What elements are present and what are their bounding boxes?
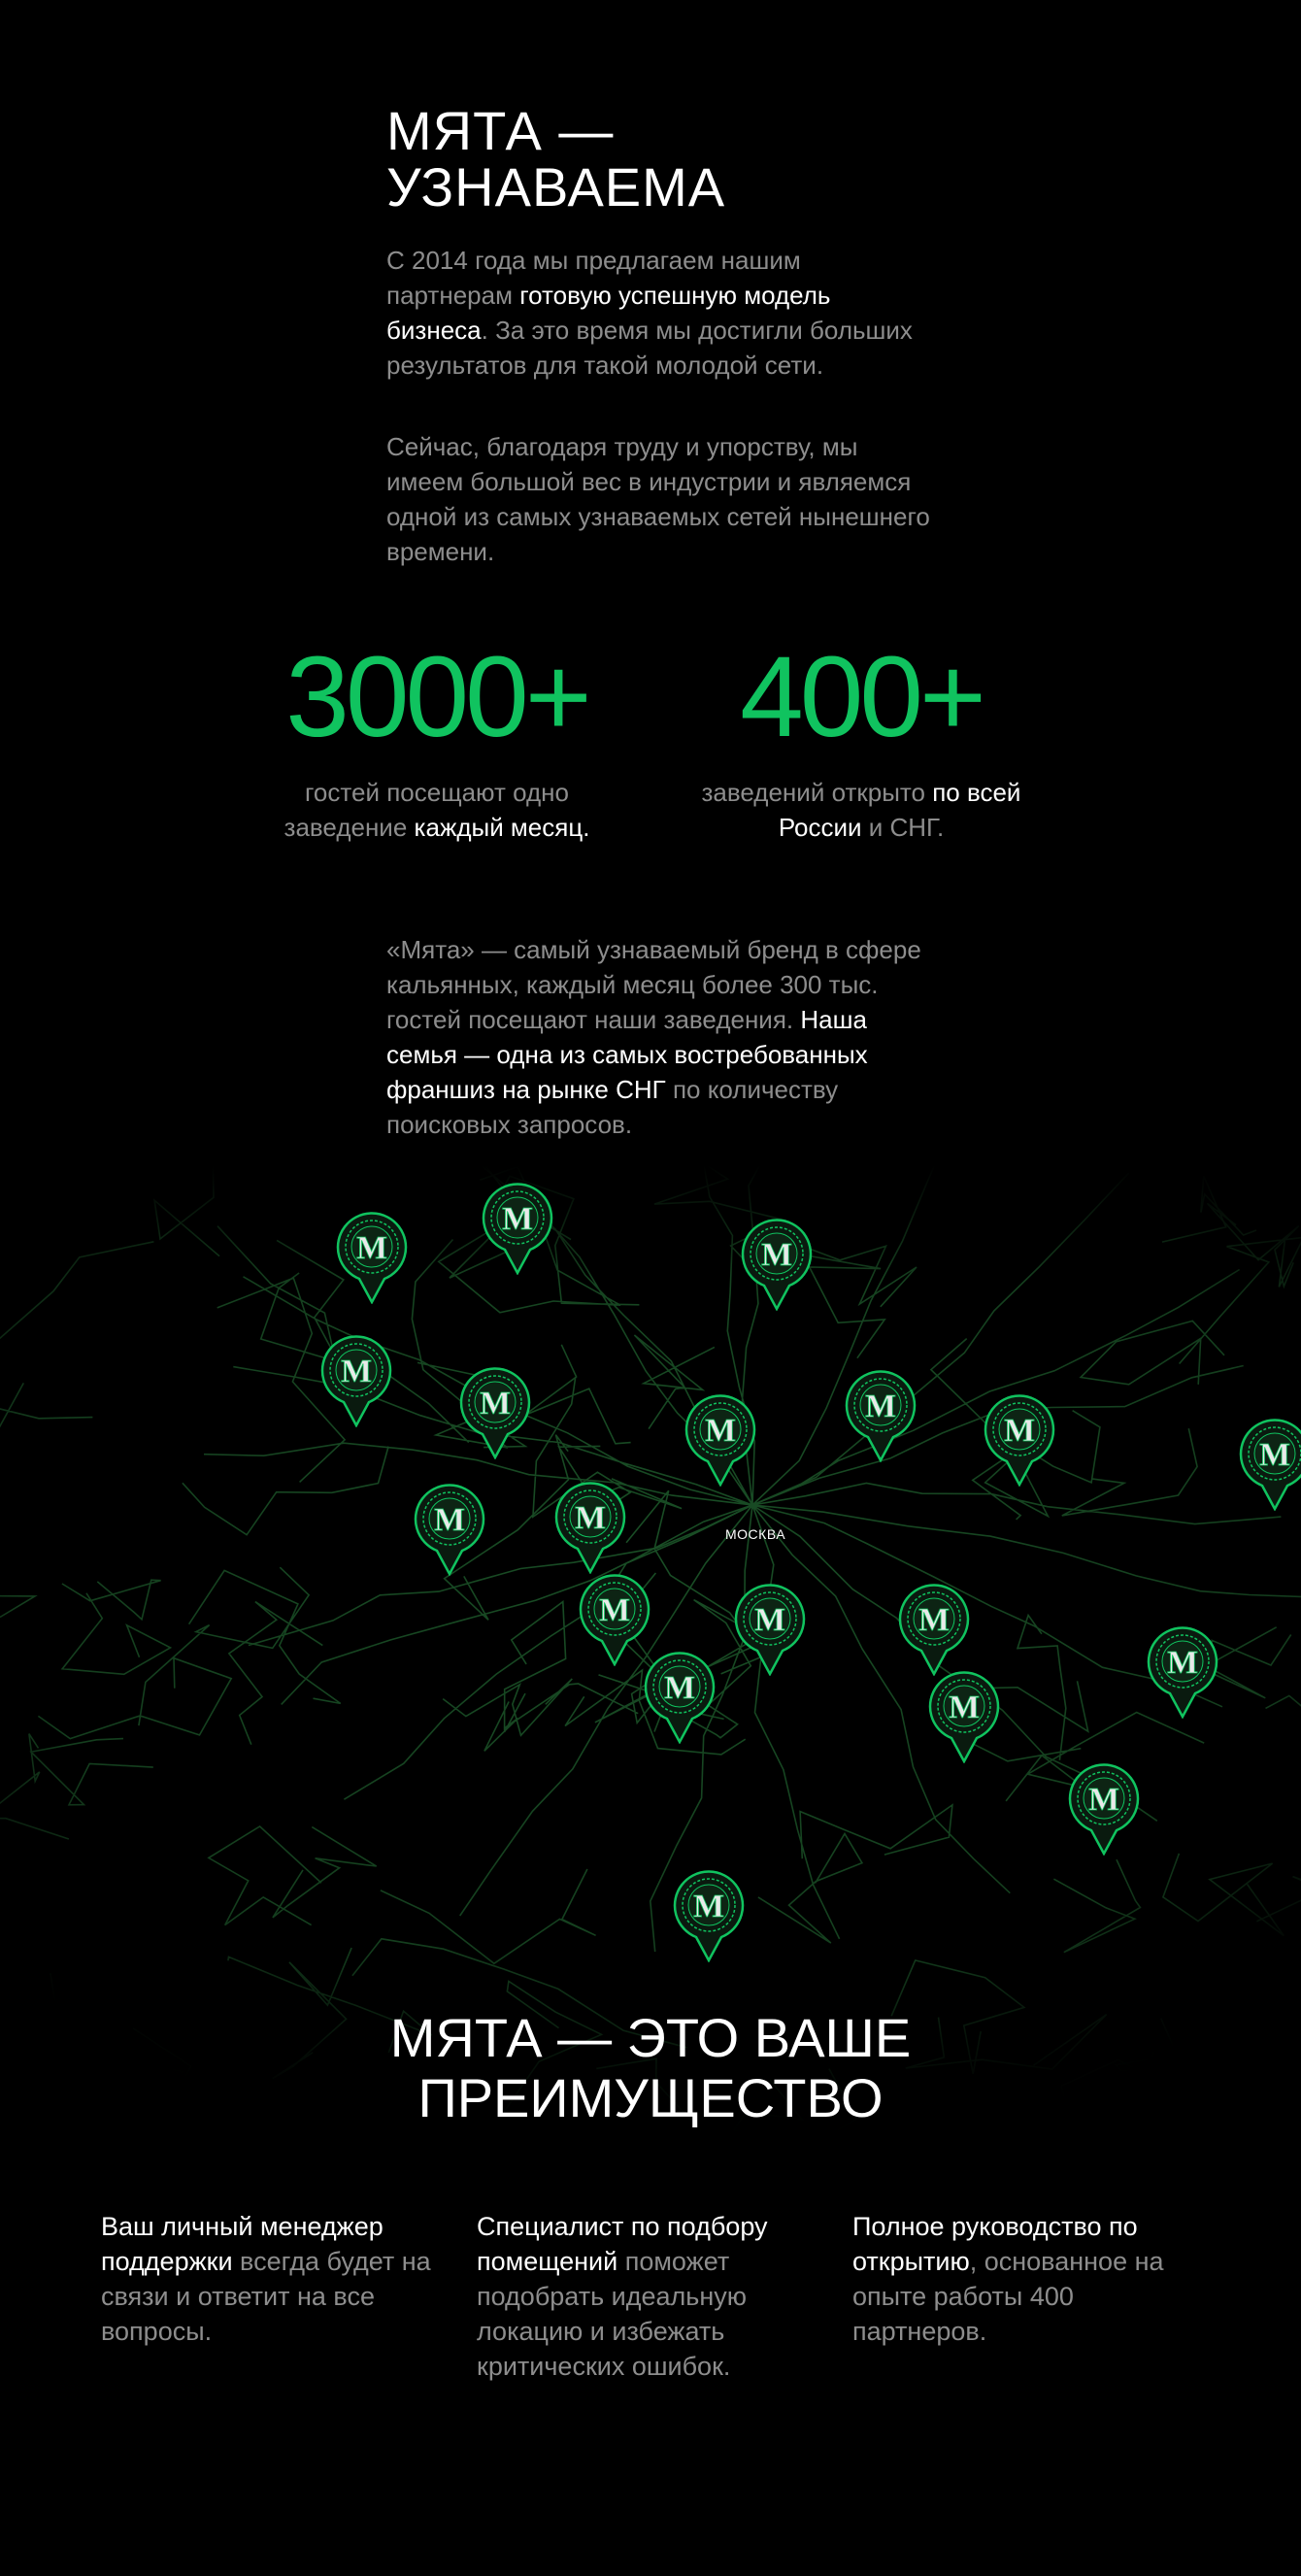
advantage-column-manager <box>101 2209 450 2349</box>
location-pin-icon[interactable] <box>898 1583 970 1676</box>
brand-paragraph-a: «Мята» — самый узнаваемый бренд в сфере кальянных, каждый месяц более 300 тыс. гостей посещают наши заведения. <box>386 935 921 1034</box>
advantage-column-premises-text: поможет подобрать идеальную локацию и избежать критических ошибок. <box>477 2247 748 2381</box>
stat-venues <box>680 633 1043 845</box>
location-pin-icon[interactable] <box>845 1369 917 1462</box>
advantage-title <box>0 2008 1301 2128</box>
intro-p1-c: . За это время мы достигли больших результатов для такой молодой сети. <box>386 316 913 380</box>
svg-text:M: M <box>433 1502 466 1538</box>
intro-paragraph-1 <box>386 243 930 383</box>
svg-text:M: M <box>598 1592 631 1628</box>
svg-text:M: M <box>692 1889 725 1924</box>
svg-text:M: M <box>479 1386 512 1422</box>
stat-guests-value: 3000+ <box>285 633 588 761</box>
advantage-column-guide <box>852 2209 1202 2349</box>
stat-venues-caption <box>680 775 1043 845</box>
location-pin-icon[interactable] <box>928 1670 1000 1763</box>
brand-paragraph-highlight: Наша семья — одна из самых востребованных франшиз на рынке СНГ <box>386 1005 868 1104</box>
advantage-column-premises <box>477 2209 826 2384</box>
intro-title-line2: УЗНАВАЕМА <box>386 156 726 217</box>
brand-paragraph <box>386 932 930 1142</box>
location-pin-icon[interactable] <box>320 1334 392 1427</box>
svg-text:M: M <box>1258 1437 1291 1473</box>
location-pin-icon[interactable] <box>644 1651 716 1744</box>
svg-text:M: M <box>1087 1782 1120 1818</box>
location-pin-icon[interactable] <box>336 1211 408 1304</box>
svg-text:M: M <box>501 1201 534 1237</box>
location-pin-icon[interactable] <box>984 1393 1055 1487</box>
intro-p1-a: С 2014 года мы предлагаем нашим партнерам <box>386 246 801 310</box>
stat-guests-caption-highlight: каждый месяц. <box>414 813 590 842</box>
advantage-column-premises-highlight: Специалист по подбору помещений <box>477 2212 768 2276</box>
location-pin-icon[interactable] <box>734 1583 806 1676</box>
stat-venues-caption-a: заведений открыто <box>701 778 933 807</box>
location-pin-icon[interactable] <box>741 1218 813 1311</box>
svg-text:M: M <box>1166 1645 1199 1681</box>
location-pin-icon[interactable] <box>554 1481 626 1574</box>
stat-venues-value: 400+ <box>740 633 983 761</box>
svg-text:M: M <box>704 1413 737 1449</box>
stat-guests <box>243 633 631 845</box>
location-pin-icon[interactable] <box>579 1573 650 1666</box>
stat-venues-caption-highlight: по всей России <box>778 778 1021 842</box>
advantage-title-line1: МЯТА — ЭТО ВАШЕ <box>389 2007 912 2068</box>
brand-paragraph-c: по количеству поисковых запросов. <box>386 1075 839 1139</box>
intro-p1-highlight: готовую успешную модель бизнеса <box>386 281 831 345</box>
location-pin-icon[interactable] <box>1068 1762 1140 1856</box>
location-pin-icon[interactable] <box>414 1483 485 1576</box>
locations-map <box>0 1165 1301 2136</box>
svg-text:M: M <box>948 1689 981 1725</box>
svg-text:M: M <box>1003 1413 1036 1449</box>
stat-guests-caption-a: гостей посещают одно заведение <box>284 778 569 842</box>
location-pin-icon[interactable] <box>459 1366 531 1459</box>
location-pin-icon[interactable] <box>482 1182 553 1275</box>
intro-title-line1: МЯТА — <box>386 100 615 161</box>
location-pin-icon[interactable] <box>1147 1625 1218 1719</box>
city-label-moscow: МОСКВА <box>725 1526 786 1542</box>
intro-paragraph-2: Сейчас, благодаря труду и упорству, мы имеем большой вес в индустрии и являемся одной из самых узнаваемых сетей нынешнего времени. <box>386 432 930 566</box>
stat-guests-caption <box>243 775 631 845</box>
advantage-column-manager-text: всегда будет на связи и ответит на все вопросы. <box>101 2247 431 2346</box>
advantage-column-manager-highlight: Ваш личный менеджер поддержки <box>101 2212 384 2276</box>
svg-text:M: M <box>864 1388 897 1424</box>
svg-text:M: M <box>355 1230 388 1266</box>
advantage-column-guide-text: , основанное на опыте работы 400 партнеров. <box>852 2247 1164 2346</box>
location-pin-icon[interactable] <box>1239 1418 1301 1511</box>
svg-text:M: M <box>760 1237 793 1273</box>
svg-text:M: M <box>574 1500 607 1536</box>
intro-title <box>386 100 726 217</box>
svg-text:M: M <box>663 1670 696 1706</box>
svg-text:M: M <box>917 1602 951 1638</box>
stat-venues-caption-c: и СНГ. <box>861 813 945 842</box>
location-pin-icon[interactable] <box>673 1869 745 1962</box>
svg-text:M: M <box>340 1354 373 1389</box>
location-pin-icon[interactable] <box>684 1393 756 1487</box>
advantage-title-line2: ПРЕИМУЩЕСТВО <box>417 2067 884 2128</box>
advantage-column-guide-highlight: Полное руководство по открытию <box>852 2212 1138 2276</box>
svg-text:M: M <box>753 1602 786 1638</box>
